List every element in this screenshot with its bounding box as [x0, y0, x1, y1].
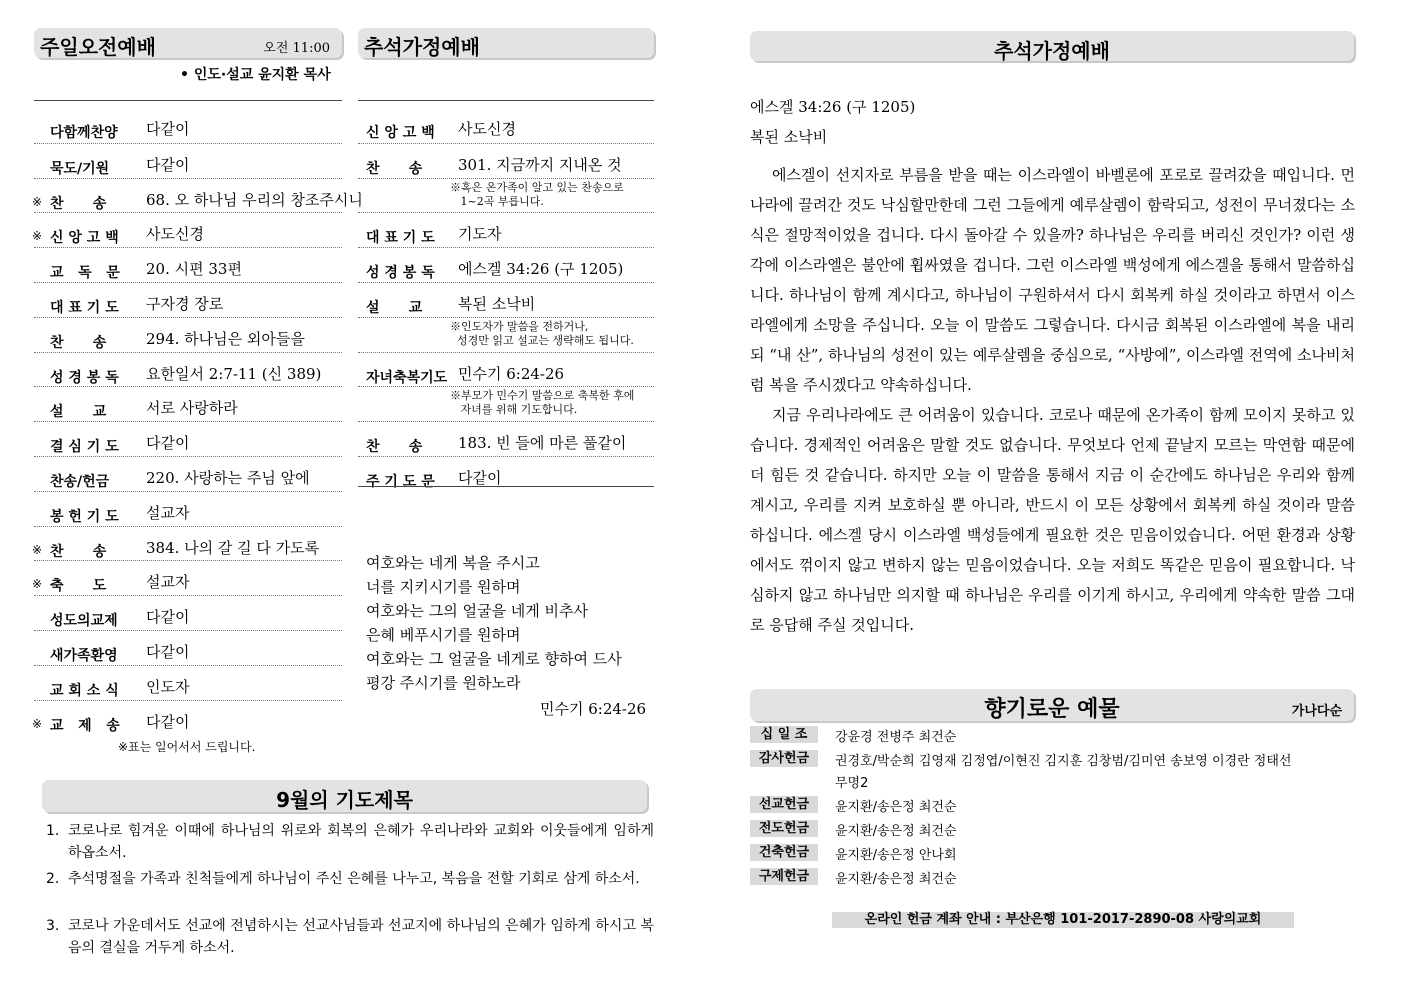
prayer-item-1	[46, 820, 654, 864]
order-note: ※인도자가 말씀을 전하거나, 성경만 읽고 설교는 생략해도 됩니다.	[450, 319, 634, 347]
offering-row	[750, 796, 1354, 818]
order-label: 설 교	[50, 404, 107, 421]
order-value: 다같이	[458, 469, 502, 487]
offering-label: 건축헌금	[750, 844, 818, 861]
prayer-title: 9월의 기도제목	[276, 788, 413, 812]
order-label: 결 심 기 도	[50, 439, 119, 456]
order-value: 다같이	[146, 155, 190, 174]
chuseok-order-row	[358, 143, 654, 178]
sunday-order-row	[34, 595, 342, 630]
sunday-order-row	[34, 491, 342, 526]
order-label: 다함께찬양	[50, 125, 118, 141]
prayer-number: 3.	[46, 918, 60, 934]
sunday-service-header	[34, 28, 342, 58]
blessing-text	[366, 551, 622, 695]
sermon-header-title: 추석가정예배	[994, 39, 1110, 63]
order-label: 신 앙 고 백	[366, 125, 435, 141]
offering-row	[750, 750, 1354, 791]
order-value: 사도신경	[458, 120, 516, 138]
order-value: 301. 지금까지 지내온 것	[458, 155, 622, 174]
sermon-paragraph: 지금 우리나라에도 큰 어려움이 있습니다. 코로나 때문에 온가족이 함께 모이지 못하고 있습니다. 경제적인 어려움은 말할 것도 없습니다. 무엇보다 언제 끝날지 모르는 막연함 때문에 더 힘든 것 같습니다. 하지만 오늘 이 말씀을 통해서 지금 이 순간에도 하나님은 우리와 함께 계시고, 우리를 지켜 보호하실 뿐 아니라, 반드시 이 모든 상황에서 회복케 하실 것이라 말씀하십니다. 에스겔 당시 이스라엘 백성들에게 필요한 것은 믿음이었습니다. 어떤 환경과 상황에서도 꺾이지 않고 변하지 않는 믿음이었습니다. 오늘 저희도 똑같은 믿음이 필요합니다. 낙심하지 않고 하나님만 의지할 때 하나님은 우리를 이기게 하시고, 우리에게 약속한 말씀 그대로 응답해 주실 것입니다.	[750, 406, 1355, 634]
sunday-order-row	[34, 108, 342, 142]
prayer-item-2	[46, 868, 654, 890]
sunday-order-row	[34, 352, 342, 387]
prayer-number: 2.	[46, 871, 60, 887]
order-value: 183. 빈 들에 마른 풀같이	[458, 434, 627, 453]
standing-mark: ※	[32, 229, 43, 244]
chuseok-order-row	[358, 352, 654, 387]
order-value: 민수기 6:24-26	[458, 364, 565, 383]
order-label: 봉 헌 기 도	[50, 508, 119, 525]
prayer-text: 코로나로 힘겨운 이때에 하나님의 위로와 회복의 은혜가 우리나라와 교회와 이웃들에게 임하게 하옵소서.	[68, 823, 654, 861]
sunday-order-row	[34, 247, 342, 282]
sunday-order-row	[34, 630, 342, 665]
offering-label: 선교헌금	[750, 796, 818, 813]
chuseok-order-row	[358, 178, 654, 213]
prayer-header	[42, 780, 647, 812]
offering-names-cont: 무명2	[835, 776, 869, 791]
order-label: 주 기 도 문	[366, 474, 435, 490]
prayer-item-3	[46, 915, 654, 959]
order-label: 묵도/기원	[50, 160, 110, 177]
order-label: 찬 송	[366, 439, 423, 456]
offering-row	[750, 844, 1354, 866]
order-value: 설교자	[146, 573, 190, 592]
offering-row	[750, 868, 1354, 890]
offering-names: 권경호/박순희 김영재 김정엽/이현진 김지훈 김창범/김미연 송보영 이경란 정태선	[835, 754, 1292, 769]
order-label: 찬 송	[50, 334, 107, 351]
order-label: 성 경 봉 독	[366, 265, 435, 282]
offering-label: 감사헌금	[750, 750, 818, 767]
order-value: 인도자	[146, 677, 190, 696]
order-value: 다같이	[146, 712, 190, 731]
standing-mark: ※	[32, 716, 43, 731]
chuseok-order-row	[358, 212, 654, 247]
offering-title: 향기로운 예물	[984, 697, 1120, 722]
order-note: ※부모가 민수기 말씀으로 축복한 후에 자녀를 위해 기도합니다.	[450, 389, 635, 417]
order-label: 교 독 문	[50, 265, 120, 282]
order-label: 찬송/헌금	[50, 474, 110, 490]
sermon-body	[750, 160, 1355, 640]
blessing-line: 평강 주시기를 원하노라	[366, 674, 521, 692]
chuseok-order-top-rule	[358, 100, 654, 101]
sunday-order-row	[34, 421, 342, 456]
standing-footnote: ※표는 일어서서 드립니다.	[118, 740, 256, 754]
order-label: 축 도	[50, 578, 107, 595]
order-value: 사도신경	[146, 225, 204, 244]
sunday-order-row	[34, 143, 342, 178]
chuseok-order-row	[358, 421, 654, 456]
blessing-line: 여호와는 그 얼굴을 네게로 향하여 드사	[366, 650, 622, 668]
order-value: 다같이	[146, 120, 190, 138]
chuseok-service-title: 추석가정예배	[364, 35, 480, 59]
sermon-scripture: 에스겔 34:26 (구 1205)	[750, 98, 916, 116]
prayer-number: 1.	[46, 823, 60, 839]
blessing-line: 은혜 베푸시기를 원하며	[366, 626, 521, 644]
sunday-order-row	[34, 526, 342, 561]
blessing-reference: 민수기 6:24-26	[540, 700, 647, 718]
prayer-text: 추석명절을 가족과 친척들에게 하나님이 주신 은혜를 나누고, 복음을 전할 기회로 삼게 하소서.	[68, 871, 640, 887]
order-value: 에스겔 34:26 (구 1205)	[458, 260, 624, 279]
offering-names: 윤지환/송은정 안나회	[835, 848, 957, 863]
chuseok-order-bottom-rule	[358, 486, 654, 487]
order-label: 찬 송	[366, 160, 423, 177]
sermon-header	[750, 31, 1354, 61]
order-label: 자녀축복기도	[366, 369, 448, 386]
offering-names: 윤지환/송은정 최건순	[835, 800, 957, 815]
order-label: 대 표 기 도	[50, 300, 119, 316]
order-value: 기도자	[458, 225, 502, 244]
order-value: 294. 하나님은 외아들을	[146, 329, 305, 348]
order-value: 서로 사랑하라	[146, 399, 238, 418]
sunday-order-row	[34, 386, 342, 421]
order-value: 다같이	[146, 434, 190, 453]
offering-row	[750, 726, 1354, 748]
offering-names: 윤지환/송은정 최건순	[835, 824, 957, 839]
sunday-order-row	[34, 282, 342, 317]
standing-mark: ※	[32, 577, 43, 592]
order-value: 다같이	[146, 608, 190, 627]
offering-order-note: 가나다순	[1291, 704, 1342, 719]
order-label: 교 제 송	[50, 717, 120, 734]
chuseok-order-row	[358, 247, 654, 282]
order-note: ※혹은 온가족이 알고 있는 찬송으로 1~2곡 부릅니다.	[450, 180, 624, 208]
sermon-paragraph: 에스겔이 선지자로 부름을 받을 때는 이스라엘이 바벨론에 포로로 끌려갔을 때입니다. 먼 나라에 끌려간 것도 낙심할만한데 그런 그들에게 예루살렘이 함락되고, 성전이 무너졌다는 소식은 절망적이었을 겁니다. 다시 돌아갈 수 있을까? 하나님은 우리를 버리신 것인가? 이런 생각에 이스라엘은 불안에 휩싸였을 겁니다. 그런 이스라엘 백성에게 에스겔을 통해서 말씀하십니다. 하나님이 함께 계시다고, 하나님이 구원하셔서 다시 회복케 하실 것이라고 하면서 이스라엘에게 소망을 주십니다. 오늘 이 말씀도 그렇습니다. 다시금 회복된 이스라엘에 복을 내리되 “내 산”, 하나님의 성전이 있는 예루살렘을 중심으로, “사방에”, 이스라엘 전역에 소나비처럼 복을 주시겠다고 약속하십니다.	[750, 166, 1355, 394]
sunday-order-row	[32, 178, 363, 213]
sunday-order-row	[34, 560, 342, 595]
offering-names: 강윤경 전병주 최건순	[835, 730, 957, 745]
standing-mark: ※	[32, 194, 43, 209]
offering-label: 전도헌금	[750, 820, 818, 837]
order-value: 다같이	[146, 643, 190, 661]
offering-row	[750, 820, 1354, 842]
order-value: 구자경 장로	[146, 295, 224, 313]
order-value: 220. 사랑하는 주님 앞에	[146, 469, 310, 487]
offering-label: 구제헌금	[750, 868, 818, 885]
chuseok-service-header	[358, 28, 654, 58]
blessing-line: 여호와는 네게 복을 주시고	[366, 554, 540, 572]
order-value: 설교자	[146, 503, 190, 522]
sunday-order-row	[34, 317, 342, 352]
sunday-service-title: 주일오전예배	[40, 35, 156, 59]
offering-header	[750, 689, 1354, 721]
chuseok-order-row	[358, 282, 654, 317]
sunday-order-row	[34, 456, 342, 491]
order-value: 복된 소낙비	[458, 295, 536, 313]
prayer-text: 코로나 가운데서도 선교에 전념하시는 선교사님들과 선교지에 하나님의 은혜가 임하게 하시고 복음의 결실을 거두게 하소서.	[68, 918, 654, 956]
offering-label: 십 일 조	[750, 726, 818, 743]
sunday-order-row	[34, 212, 342, 247]
order-value: 68. 오 하나님 우리의 창조주시니	[146, 190, 363, 209]
order-label: 새가족환영	[50, 648, 118, 664]
order-label: 대 표 기 도	[366, 230, 435, 247]
order-value: 요한일서 2:7-11 (신 389)	[146, 364, 322, 383]
chuseok-order-row	[358, 317, 654, 352]
order-label: 성 경 봉 독	[50, 369, 119, 386]
chuseok-order-row	[358, 386, 654, 421]
order-label: 찬 송	[50, 195, 107, 212]
order-label: 신 앙 고 백	[50, 230, 119, 247]
sunday-order-row	[34, 665, 342, 700]
order-label: 설 교	[366, 300, 423, 316]
order-label: 교 회 소 식	[50, 682, 119, 699]
sunday-service-time: 오전 11:00	[263, 41, 330, 56]
order-value: 384. 나의 갈 길 다 가도록	[146, 538, 320, 557]
blessing-line: 너를 지키시기를 원하며	[366, 578, 521, 596]
sermon-title: 복된 소낙비	[750, 128, 828, 146]
order-label: 찬 송	[50, 543, 107, 560]
standing-mark: ※	[32, 542, 43, 557]
offering-names: 윤지환/송은정 최건순	[835, 872, 957, 887]
blessing-line: 여호와는 그의 얼굴을 네게 비추사	[366, 602, 588, 620]
sunday-service-leader: • 인도·설교 윤지환 목사	[180, 67, 331, 83]
sunday-order-top-rule	[34, 100, 342, 101]
chuseok-order-row	[358, 108, 654, 142]
sunday-order-row	[34, 700, 342, 735]
online-offering-notice	[832, 912, 1294, 928]
order-value: 20. 시편 33편	[146, 260, 242, 279]
order-label: 성도의교제	[50, 613, 118, 630]
online-offering-text: 온라인 헌금 계좌 안내 : 부산은행 101-2017-2890-08 사랑의교회	[864, 912, 1262, 927]
